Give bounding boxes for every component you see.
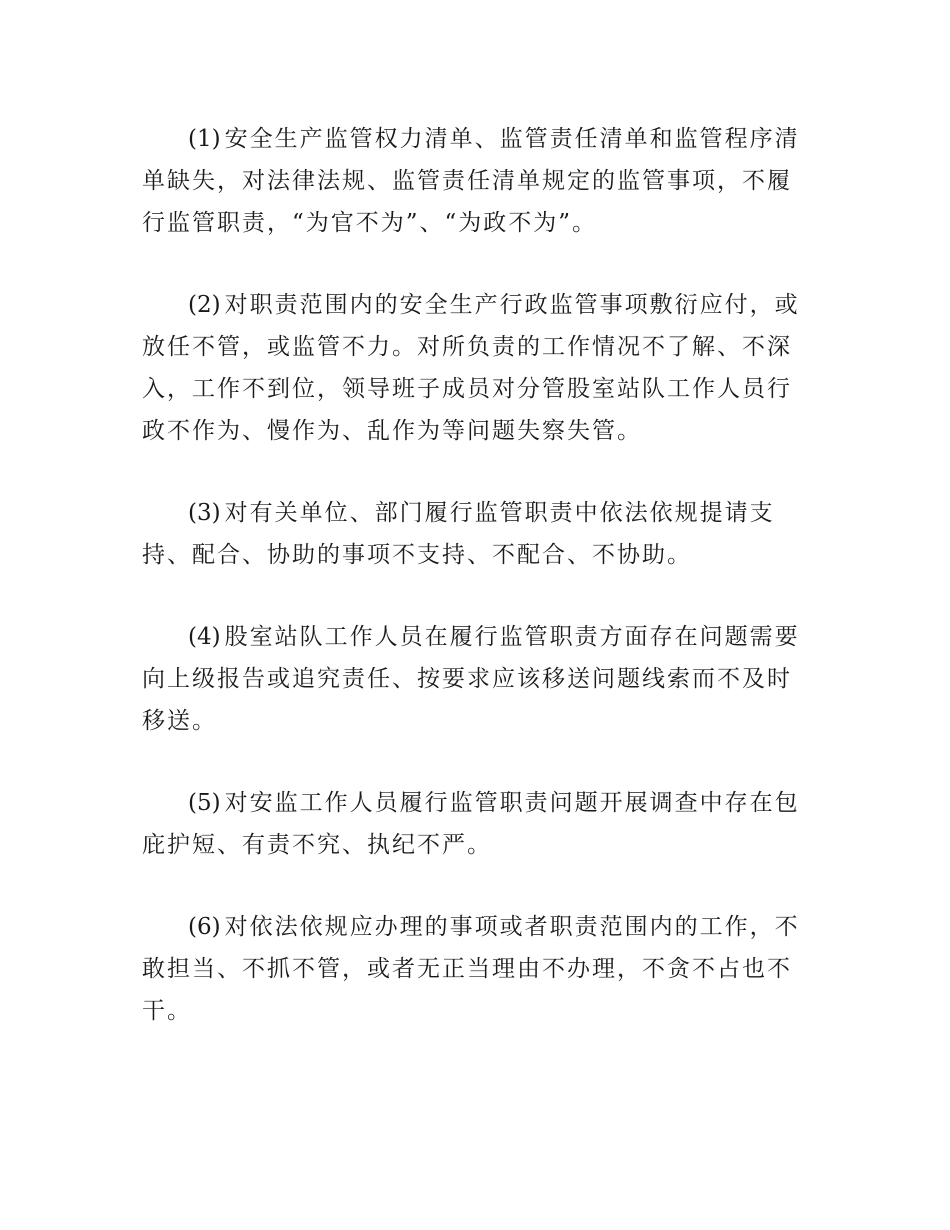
item-number: (3) — [188, 500, 221, 526]
item-number: (2) — [188, 292, 221, 318]
item-number: (6) — [188, 914, 221, 940]
paragraph-item-1 — [142, 118, 812, 244]
item-text: 安全生产监管权力清单、监管责任清单和监管程序清单缺失，对法律法规、监管责任清单规定的监管事项，不履行监管职责，“为官不为”、“为政不为”。 — [142, 126, 800, 236]
item-number: (1) — [188, 126, 221, 152]
item-text: 股室站队工作人员在履行监管职责方面存在问题需要向上级报告或追究责任、按要求应该移送问题线索而不及时移送。 — [142, 624, 800, 734]
item-number: (5) — [188, 790, 221, 816]
item-text: 对安监工作人员履行监管职责问题开展调查中存在包庇护短、有责不究、执纪不严。 — [142, 790, 800, 858]
paragraph-item-3 — [142, 492, 812, 576]
paragraph-item-2 — [142, 284, 812, 452]
paragraph-item-5 — [142, 782, 812, 866]
item-text: 对有关单位、部门履行监管职责中依法依规提请支持、配合、协助的事项不支持、不配合、不协助。 — [142, 500, 775, 568]
item-number: (4) — [188, 624, 221, 650]
item-text: 对职责范围内的安全生产行政监管事项敷衍应付，或放任不管，或监管不力。对所负责的工作情况不了解、不深入，工作不到位，领导班子成员对分管股室站队工作人员行政不作为、慢作为、乱作为等问题失察失管。 — [142, 292, 800, 444]
paragraph-item-4 — [142, 616, 812, 742]
paragraph-item-6 — [142, 906, 812, 1032]
document-body — [142, 118, 812, 1032]
item-text: 对依法依规应办理的事项或者职责范围内的工作，不敢担当、不抓不管，或者无正当理由不办理，不贪不占也不干。 — [142, 914, 800, 1024]
